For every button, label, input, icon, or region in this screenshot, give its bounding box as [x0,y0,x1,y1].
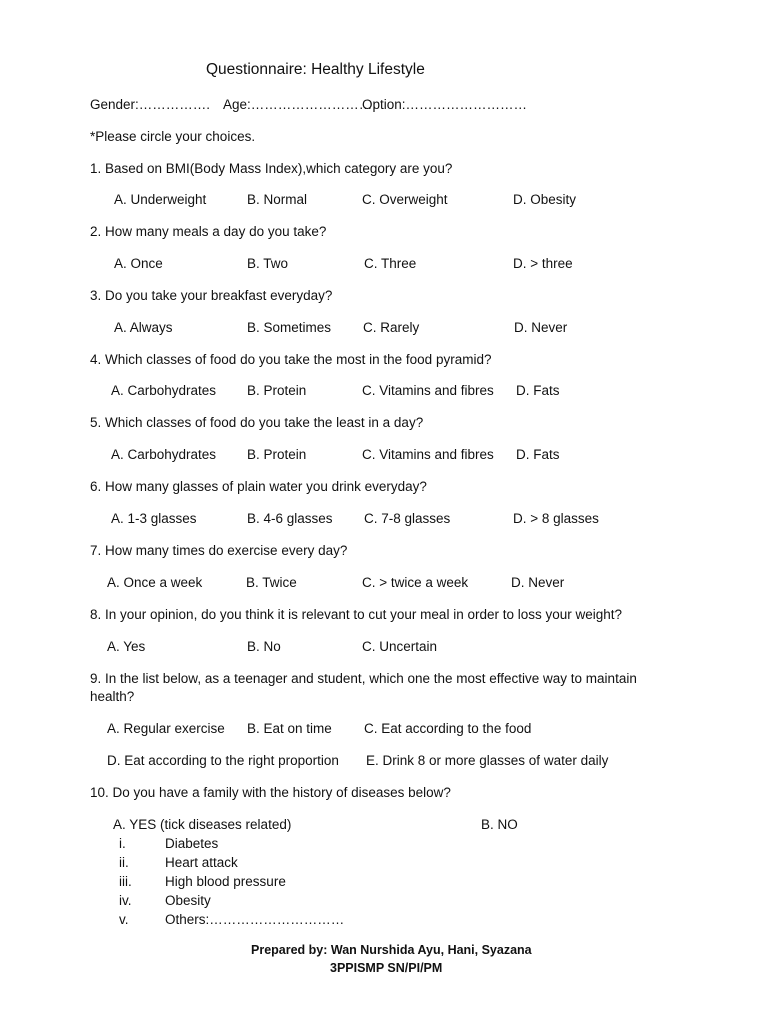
q2-option-a: A. Once [114,256,163,271]
q1-option-c: C. Overweight [362,192,448,207]
q2-option-d: D. > three [513,256,573,271]
q4-option-a: A. Carbohydrates [111,383,217,398]
q2-option-b: B. Two [247,256,289,271]
q5-option-a: A. Carbohydrates [111,447,217,462]
q7-option-a: A. Once a week [107,575,203,590]
q6-option-b: B. 4-6 glasses [247,511,333,526]
question-3: 3. Do you take your breakfast everyday? [90,288,333,303]
disease-name: Heart attack [165,855,238,870]
q2-option-c: C. Three [364,256,417,271]
age-field: Age:………………………. [223,97,377,112]
q9-option-e: E. Drink 8 or more glasses of water daily [366,753,609,768]
disease-num: i. [119,836,126,851]
question-1: 1. Based on BMI(Body Mass Index),which category are you? [90,161,453,176]
q5-option-d: D. Fats [516,447,560,462]
q4-option-d: D. Fats [516,383,560,398]
gender-field: Gender:……………. [90,97,211,112]
disease-name: Obesity [165,893,211,908]
q3-option-a: A. Always [114,320,173,335]
instruction-text: *Please circle your choices. [90,129,256,144]
question-9-line-1: 9. In the list below, as a teenager and student, which one the most effective way to maintain [90,671,637,686]
disease-name: High blood pressure [165,874,286,889]
question-2: 2. How many meals a day do you take? [90,224,327,239]
q7-option-d: D. Never [511,575,565,590]
q10-option-yes: A. YES (tick diseases related) [113,817,292,832]
q6-option-a: A. 1-3 glasses [111,511,197,526]
disease-num: iv. [119,893,132,908]
q3-option-c: C. Rarely [363,320,420,335]
q1-option-b: B. Normal [247,192,308,207]
q7-option-b: B. Twice [246,575,297,590]
disease-num: iii. [119,874,132,889]
q4-option-b: B. Protein [247,383,307,398]
q6-option-c: C. 7-8 glasses [364,511,451,526]
disease-name: Others:………………………… [165,912,345,927]
page-title: Questionnaire: Healthy Lifestyle [206,61,425,78]
disease-name: Diabetes [165,836,219,851]
q5-option-b: B. Protein [247,447,307,462]
question-7: 7. How many times do exercise every day? [90,543,348,558]
q9-option-b: B. Eat on time [247,721,332,736]
disease-num: v. [119,912,129,927]
q3-option-b: B. Sometimes [247,320,332,335]
q9-option-a: A. Regular exercise [107,721,225,736]
q8-option-a: A. Yes [107,639,146,654]
disease-num: ii. [119,855,129,870]
question-4: 4. Which classes of food do you take the most in the food pyramid? [90,352,492,367]
q7-option-c: C. > twice a week [362,575,469,590]
question-5: 5. Which classes of food do you take the least in a day? [90,415,424,430]
option-field: Option:……………………… [362,97,528,112]
q4-option-c: C. Vitamins and fibres [362,383,494,398]
q9-option-c: C. Eat according to the food [364,721,532,736]
question-9-line-2: health? [90,689,135,704]
question-6: 6. How many glasses of plain water you drink everyday? [90,479,427,494]
q3-option-d: D. Never [514,320,568,335]
q5-option-c: C. Vitamins and fibres [362,447,494,462]
q8-option-c: C. Uncertain [362,639,438,654]
question-10: 10. Do you have a family with the history of diseases below? [90,785,451,800]
q6-option-d: D. > 8 glasses [513,511,599,526]
prepared-by: Prepared by: Wan Nurshida Ayu, Hani, Syazana [251,943,532,957]
question-8: 8. In your opinion, do you think it is relevant to cut your meal in order to loss your weight? [90,607,623,622]
q9-option-d: D. Eat according to the right proportion [107,753,339,768]
q1-option-a: A. Underweight [114,192,207,207]
q8-option-b: B. No [247,639,281,654]
q1-option-d: D. Obesity [513,192,577,207]
q10-option-no: B. NO [481,817,518,832]
class-code: 3PPISMP SN/PI/PM [330,961,443,975]
